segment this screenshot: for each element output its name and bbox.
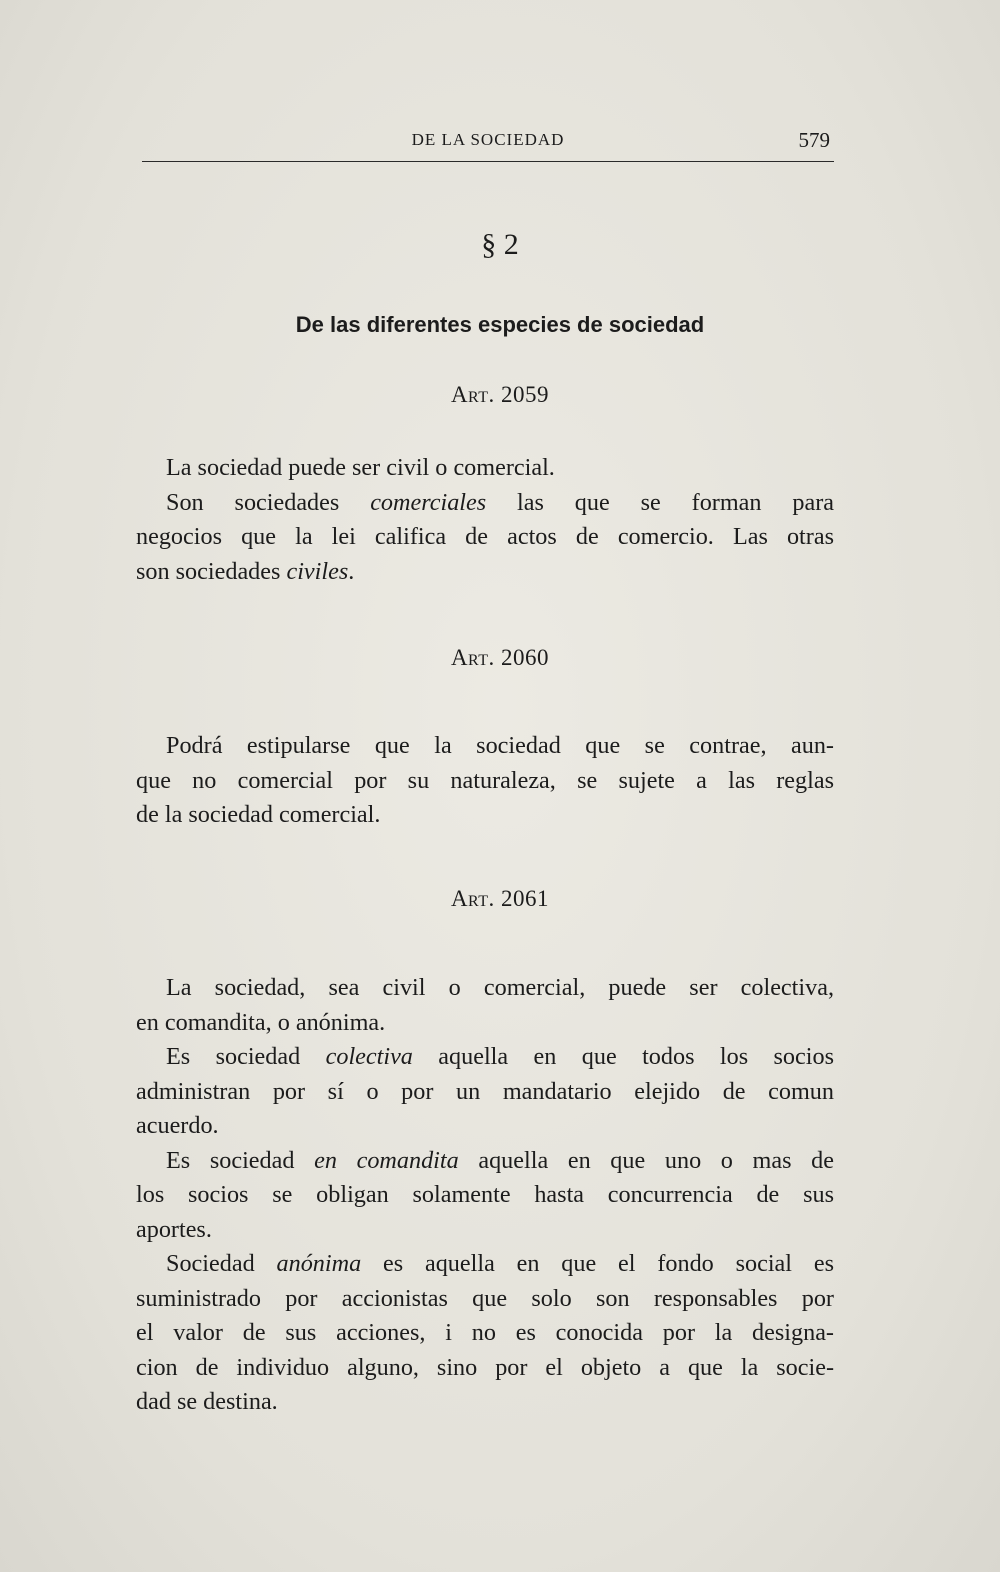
article-heading-2059 — [0, 382, 1000, 408]
text-line: Es sociedad en comandita aquella en que uno o mas de — [166, 1146, 834, 1174]
article-heading-2060 — [0, 645, 1000, 671]
text-line: el valor de sus acciones, i no es conocida por la designa- — [136, 1319, 834, 1346]
article-body-2061 — [136, 971, 834, 1420]
text-line: suministrado por accionistas que solo son responsables por — [136, 1284, 834, 1312]
text-line: Es sociedad colectiva aquella en que todos los socios — [166, 1043, 834, 1070]
article-body-2059 — [136, 451, 834, 589]
text-line: cion de individuo alguno, sino por el objeto a que la socie- — [136, 1353, 834, 1381]
header-rule — [142, 161, 834, 162]
text-line: Son sociedades comerciales las que se forman para — [166, 488, 834, 516]
text-line: en comandita, o anónima. — [136, 1008, 386, 1036]
article-body-2060 — [136, 729, 834, 833]
text-line: La sociedad, sea civil o comercial, puede ser colectiva, — [166, 974, 834, 1001]
text-line: negocios que la lei califica de actos de comercio. Las otras — [136, 523, 834, 550]
article-label: Art. — [450, 886, 495, 911]
text-line: acuerdo. — [136, 1112, 219, 1139]
page-header — [142, 128, 834, 156]
article-number: 2059 — [501, 382, 550, 407]
article-number: 2060 — [501, 645, 550, 670]
article-label: Art. — [450, 382, 495, 407]
page-number: 579 — [798, 128, 830, 152]
text-line: dad se destina. — [136, 1388, 278, 1415]
text-line: de la sociedad comercial. — [136, 801, 381, 828]
article-heading-2061 — [0, 886, 1000, 912]
text-line: los socios se obligan solamente hasta concurrencia de sus — [136, 1181, 834, 1208]
running-title: DE LA SOCIEDAD — [411, 130, 565, 149]
text-line: administran por sí o por un mandatario elejido de comun — [136, 1077, 834, 1105]
article-label: Art. — [450, 645, 495, 670]
section-mark: § 2 — [481, 228, 519, 261]
section-title: De las diferentes especies de sociedad — [295, 312, 705, 337]
text-line: aportes. — [136, 1215, 212, 1243]
text-line: Sociedad anónima es aquella en que el fondo social es — [166, 1250, 834, 1277]
text-line: La sociedad puede ser civil o comercial. — [166, 454, 555, 481]
article-number: 2061 — [501, 886, 550, 911]
text-line: que no comercial por su naturaleza, se sujete a las reglas — [136, 766, 834, 794]
text-line: son sociedades civiles. — [136, 557, 355, 585]
text-line: Podrá estipularse que la sociedad que se contrae, aun- — [166, 732, 834, 759]
